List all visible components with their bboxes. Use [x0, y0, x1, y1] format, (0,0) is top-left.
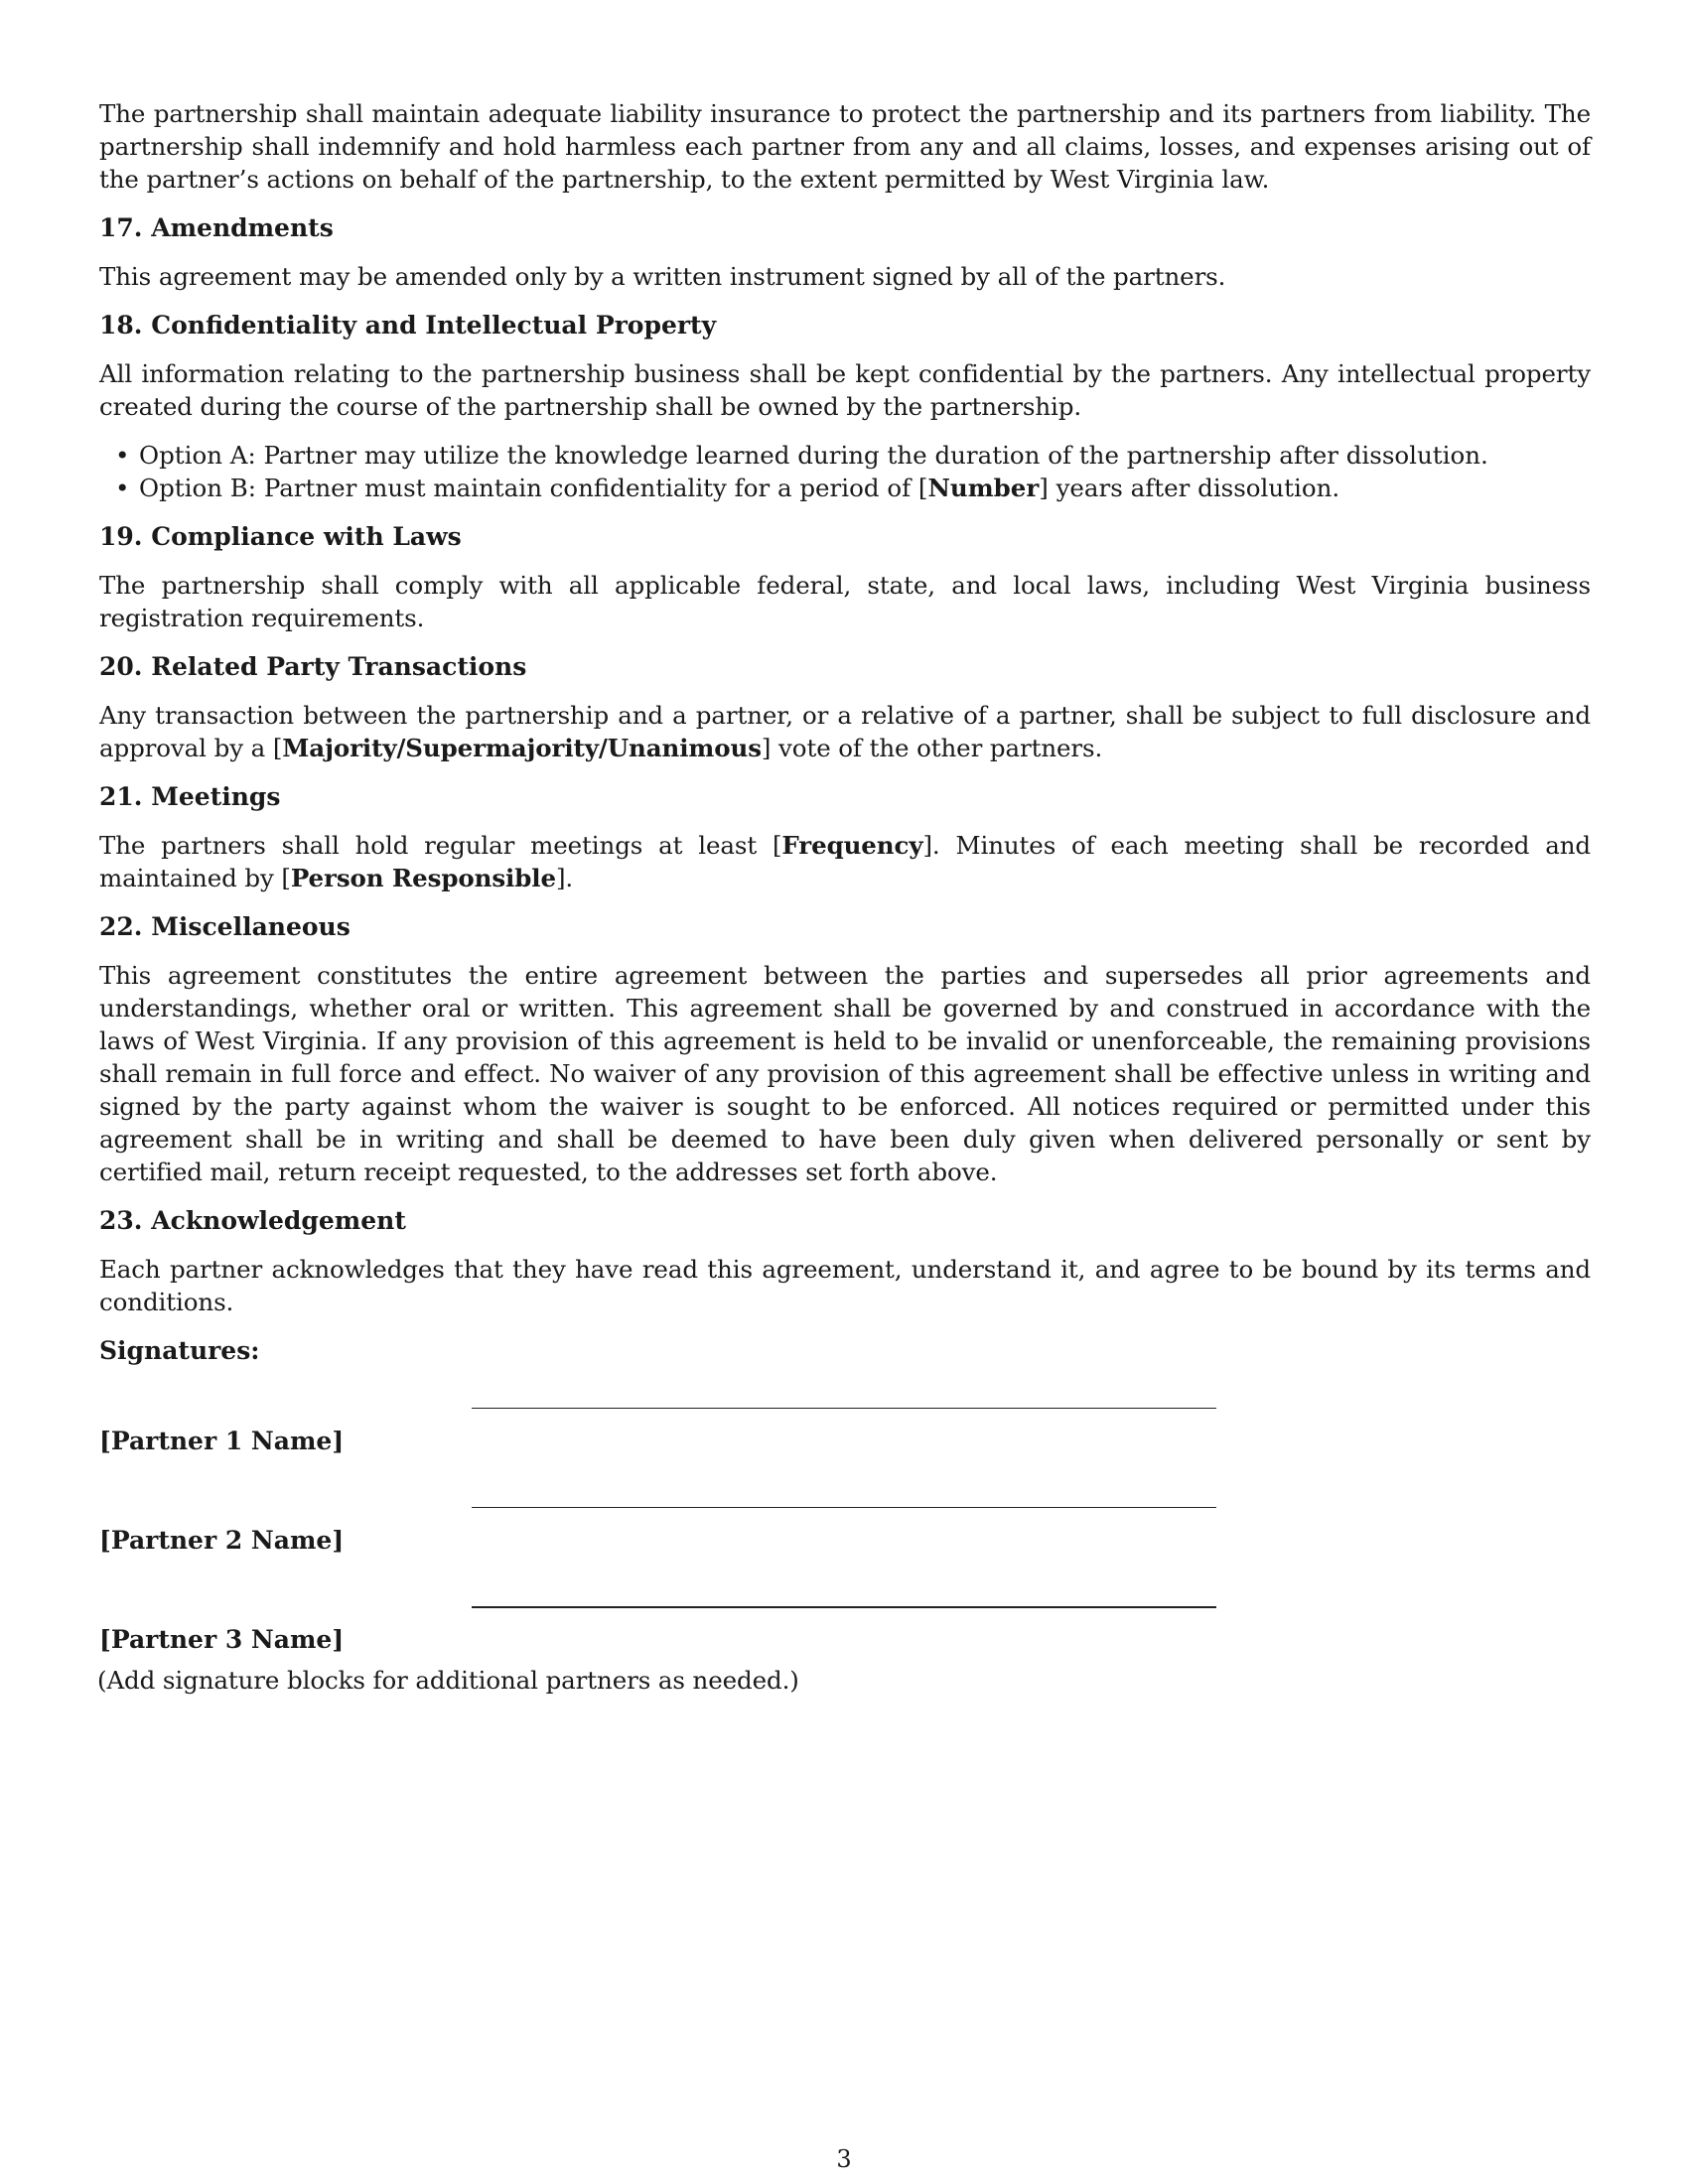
insurance-paragraph: The partnership shall maintain adequate liability insurance to protect the partnership and its partners from liability. The partnership shall indemnify and hold harmless each partner from any and all claims, losses, and expenses arising out of the partner’s actions on behalf of the partnership, to the extent permitted by West Virginia law.: [99, 99, 1591, 194]
section-22-heading: 22. Miscellaneous: [99, 912, 351, 941]
option-b-text-pre: Option B: Partner must maintain confidentiality for a period of [: [139, 474, 928, 502]
bullet-icon: •: [115, 474, 130, 502]
section-19-heading: 19. Compliance with Laws: [99, 522, 462, 551]
section-23-heading: 23. Acknowledgement: [99, 1206, 406, 1235]
signatures-heading: Signatures:: [99, 1336, 260, 1365]
signature-line[interactable]: [472, 1507, 1216, 1508]
section-20-text-pre: Any transaction between the partnership and a partner, or a relative of a partner, shall be subject to full disclosure and approval by a [: [99, 701, 1591, 762]
section-22-text: This agreement constitutes the entire agreement between the parties and supersedes all prior agreements and understandings, whether oral or written. This agreement shall be governed by and construed in accordance with the laws of West Virginia. If any provision of this agreement is held to be invalid or unenforceable, the remaining provisions shall remain in full force and effect. No waiver of any provision of this agreement shall be effective unless in writing and signed by the party against whom the waiver is sought to be enforced. All notices required or permitted under this agreement shall be in writing and shall be deemed to have been duly given when delivered personally or sent by certified mail, return receipt requested, to the addresses set forth above.: [99, 961, 1591, 1186]
list-item-option-b: [115, 472, 1591, 504]
vote-placeholder: Majority/Supermajority/Unanimous: [282, 734, 762, 762]
page-number: 3: [836, 2145, 852, 2173]
signature-block-partner-2: [99, 1466, 1591, 1566]
partner-3-name: [Partner 3 Name]: [99, 1625, 345, 1654]
section-21-text-mid: ]. Minutes of each meeting shall be recorded and maintained by [: [99, 831, 1591, 892]
section-21-text: [99, 829, 1591, 894]
option-b-placeholder: Number: [927, 474, 1040, 502]
section-18-heading: 18. Confidentiality and Intellectual Property: [99, 311, 717, 340]
section-17-text: This agreement may be amended only by a written instrument signed by all of the partners.: [99, 262, 1226, 291]
section-20-text: [99, 699, 1591, 764]
signature-line[interactable]: [472, 1606, 1216, 1608]
section-20-heading: 20. Related Party Transactions: [99, 652, 527, 681]
bullet-icon: •: [115, 441, 130, 470]
section-20-text-post: ] vote of the other partners.: [761, 734, 1103, 762]
signature-block-partner-3: [99, 1566, 1591, 1665]
section-18-text: All information relating to the partnership business shall be kept confidential by the partners. Any intellectual property created during the course of the partnership shall be owned by the partnership.: [99, 359, 1591, 421]
list-item-option-a: [115, 439, 1591, 472]
partner-1-name: [Partner 1 Name]: [99, 1427, 345, 1455]
person-responsible-placeholder: Person Responsible: [290, 864, 556, 892]
section-21-text-post: ].: [555, 864, 574, 892]
signature-block-partner-1: [99, 1367, 1591, 1466]
document-page: [99, 97, 1591, 1697]
signature-line[interactable]: [472, 1408, 1216, 1409]
confidentiality-options-list: [99, 439, 1591, 504]
section-23-text: Each partner acknowledges that they have read this agreement, understand it, and agree to be bound by its terms and conditions.: [99, 1255, 1591, 1316]
section-21-heading: 21. Meetings: [99, 782, 281, 811]
partner-2-name: [Partner 2 Name]: [99, 1526, 345, 1555]
option-a-text: Option A: Partner may utilize the knowledge learned during the duration of the partnership after dissolution.: [139, 441, 1488, 470]
section-21-text-pre: The partners shall hold regular meetings at least [: [99, 831, 782, 860]
section-17-heading: 17. Amendments: [99, 213, 334, 242]
additional-partners-note: (Add signature blocks for additional partners as needed.): [97, 1666, 799, 1695]
frequency-placeholder: Frequency: [781, 831, 923, 860]
option-b-text-post: ] years after dissolution.: [1039, 474, 1340, 502]
section-19-text: The partnership shall comply with all applicable federal, state, and local laws, including West Virginia business registration requirements.: [99, 571, 1591, 632]
